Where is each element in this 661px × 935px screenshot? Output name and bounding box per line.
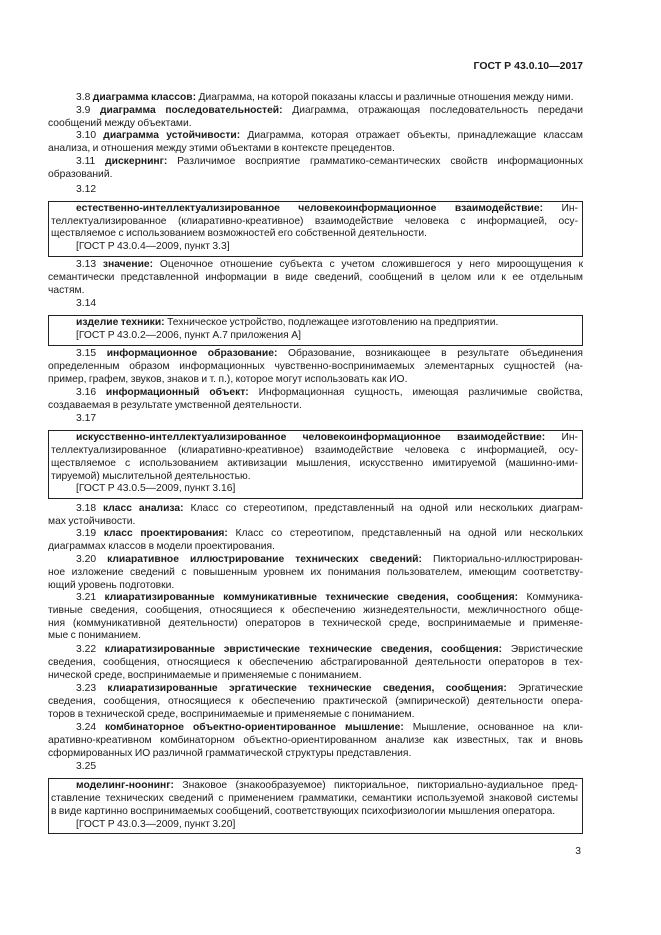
definition-line: ния (коммуникативной деятельности) операторов в технической среде, воспринимаемые и применяе-	[48, 617, 583, 629]
entry-number: 3.13	[76, 259, 97, 270]
source-reference: [ГОСТ Р 43.0.4—2009, пункт 3.3]	[76, 241, 230, 252]
definition-line: диаграммах классов в модели проектирования.	[48, 540, 275, 552]
first-line	[48, 130, 583, 143]
definition-line: сформированных ИО различной грамматической структуры представления.	[48, 747, 412, 759]
entry-number: 3.22	[76, 644, 97, 655]
first-line	[48, 592, 583, 605]
first-line	[48, 387, 583, 400]
definition-box	[48, 778, 583, 834]
entry-number: 3.9	[76, 105, 91, 116]
source-reference: [ГОСТ Р 43.0.5—2009, пункт 3.16]	[76, 483, 236, 495]
definition-line: сообщений между объектами.	[48, 117, 192, 129]
definition-line: ющий уровень подготовки.	[48, 579, 175, 591]
source-reference: [ГОСТ Р 43.0.3—2009, пункт 3.20]	[76, 818, 236, 830]
definition-box	[48, 430, 583, 499]
definition-line: тивные сведения, сообщения, относящиеся к обеспечению жизнедеятельности, межличностного обще-	[48, 604, 583, 616]
term-entry	[48, 644, 583, 682]
definition-line: ществляемое с использованием возможностей его собственной деятельности.	[51, 228, 427, 240]
first-line	[51, 317, 578, 330]
definition-line: теллектуализированное (клиаративно-креативное) взаимодействие человека с информацией, осу-	[51, 445, 578, 456]
definition-line: пример, графем, звуков, знаков и т. п.), которое могут использовать как ИО.	[48, 373, 408, 385]
definition-line: ное изложение сведений с повышенным уровнем их понимания пользователем, имеющим соответству-	[48, 566, 583, 578]
definition-text: Мышление, основанное на кли-	[412, 722, 583, 733]
definition-text: Ин-	[561, 202, 578, 214]
entry-number: 3.12	[76, 183, 97, 195]
definition-line: в виде картинно воспринимаемых сообщений, соответствующих психофизиологии мышления оператора.	[51, 805, 556, 817]
term-entry	[48, 554, 583, 592]
definition-text: Диаграмма, отражающая последовательность передачи	[292, 105, 584, 116]
term-name: класс анализа:	[102, 503, 184, 514]
definition-line: определенным образом информационных чувственно-воспринимаемых элементарных сущностей (на-	[48, 360, 583, 372]
definition-text: Оценочное отношение субъекта с учетом сложившегося у него мироощущения к	[159, 259, 583, 270]
definition-line: торов в технической среде, воспринимаемые и применяемые с пониманием.	[48, 708, 415, 720]
entry-number: 3.17	[76, 413, 97, 424]
first-line	[48, 644, 583, 657]
entry-number: 3.20	[76, 554, 97, 565]
term-name: диаграмма последовательностей:	[99, 105, 283, 116]
term-name: клиаратизированные эргатические технические сведения, сообщения:	[107, 683, 507, 694]
term-name: комбинаторное объектно-ориентированное мышление:	[105, 722, 404, 733]
first-line	[48, 683, 583, 696]
term-entry	[48, 413, 583, 499]
definition-text: Информационная сущность, имеющая различимые свойства,	[258, 387, 583, 398]
first-line	[48, 156, 583, 169]
entry-number: 3.8	[76, 92, 91, 103]
first-line	[48, 722, 583, 735]
definition-text: Эргатические	[518, 683, 583, 694]
definition-text: Класс со стереотипом, представленный на одной или нескольких	[235, 528, 583, 539]
first-line	[48, 503, 583, 516]
term-entry	[48, 298, 583, 346]
definition-box	[48, 201, 583, 257]
term-name: изделие техники:	[76, 317, 165, 329]
term-name: моделинг-ноонинг:	[76, 780, 174, 792]
term-name: естественно-интеллектуализированное человекоинформационное взаимодействие:	[76, 202, 544, 214]
term-name: информационный объект:	[105, 387, 249, 398]
definition-box	[48, 315, 583, 346]
definition-text: Коммуника-	[526, 592, 583, 603]
entry-number: 3.23	[76, 683, 97, 694]
first-line	[48, 259, 583, 272]
entry-number: 3.18	[76, 503, 97, 514]
definition-line: ставление технических сведений с применением грамматики, семантики используемой знаковой системы	[51, 793, 578, 804]
term-name: дискернинг:	[105, 156, 168, 167]
entry-number: 3.24	[76, 722, 97, 733]
term-entry	[48, 105, 583, 131]
definition-line: тируемой) мыслительной деятельностью.	[51, 470, 251, 482]
definition-text: Знаковое (знакообразуемое) пикториальное, пикториально-аудиальное пред-	[182, 780, 578, 792]
entry-number: 3.11	[76, 156, 96, 167]
definition-line: мые с пониманием.	[48, 630, 141, 642]
term-entry	[48, 184, 583, 257]
document-code-header: ГОСТ Р 43.0.10—2017	[473, 60, 583, 72]
term-name: значение:	[102, 259, 154, 270]
first-line	[51, 203, 578, 216]
page-number: 3	[575, 846, 581, 857]
term-entry	[48, 130, 583, 156]
term-entry	[48, 348, 583, 386]
definition-text: Диаграмма, на которой показаны классы и различные отношения между ними.	[198, 92, 574, 103]
definition-line: создаваемая в результате умственной деятельности.	[48, 399, 302, 411]
definition-text: Образование, возникающее в результате объединения	[288, 348, 583, 359]
definition-text: Пикториально-иллюстрирован-	[432, 554, 583, 565]
term-name: клиаратизированные коммуникативные технические сведения, сообщения:	[104, 592, 519, 603]
definition-text: Различимое восприятие грамматико-семантических свойств информационных	[177, 156, 583, 167]
first-line	[51, 432, 578, 445]
definition-line: ществляемое с использованием активизации мышления, искусственно имитируемой (машинно-ими-	[51, 457, 578, 469]
term-name: диаграмма классов:	[92, 92, 197, 103]
first-line	[48, 105, 583, 118]
term-entry	[48, 761, 583, 834]
term-entry	[48, 503, 583, 529]
definition-text: Диаграмма, которая отражает объекты, принадлежащие классам	[247, 130, 583, 141]
definition-text: Класс со стереотипом, представленный на одной или нескольких диаграм-	[190, 503, 584, 514]
definition-line: сведения, сообщения, относящиеся к обеспечению практической (эмпирической) деятельности опера-	[48, 695, 583, 707]
term-name: искусственно-интеллектуализированное человекоинформационное взаимодействие:	[76, 432, 546, 444]
definition-line: мах устойчивости.	[48, 515, 136, 527]
term-name: информационное образование:	[106, 348, 278, 359]
term-entry	[48, 156, 583, 182]
first-line	[48, 348, 583, 361]
entry-number: 3.10	[76, 130, 97, 141]
definition-line: нической среде, воспринимаемые и применяемые с пониманием.	[48, 669, 362, 681]
definition-line: анализа, и отношения между этими объектами в контексте прецедентов.	[48, 142, 395, 154]
term-name: класс проектирования:	[103, 528, 228, 539]
definition-text: Техническое устройство, подлежащее изготовлению на предприятии.	[167, 317, 499, 329]
term-entry	[48, 683, 583, 721]
first-line	[48, 528, 583, 541]
definition-text: Ин-	[561, 432, 578, 444]
term-entry	[48, 592, 583, 643]
first-line	[48, 554, 583, 567]
entry-number: 3.19	[76, 528, 97, 539]
term-entry	[48, 722, 583, 760]
definition-line: сведения, сообщения, относящиеся к обеспечению абстрагированной деятельности операторов в тех-	[48, 656, 583, 668]
entry-number: 3.21	[76, 592, 97, 603]
definition-line: теллектуализированное (клиаративно-креативное) взаимодействие человека с информацией, осу-	[51, 215, 578, 227]
first-line	[48, 92, 583, 105]
entry-number: 3.15	[76, 348, 97, 359]
term-entry	[48, 92, 583, 105]
term-entry	[48, 387, 583, 413]
term-name: диаграмма устойчивости:	[103, 130, 241, 141]
term-entry	[48, 528, 583, 554]
entry-number: 3.16	[76, 387, 97, 398]
definition-line: семантически представленной информации в виде сведений, сообщений в целом или к ее отдельным	[48, 271, 583, 283]
source-reference: [ГОСТ Р 43.0.2—2006, пункт А.7 приложения А]	[76, 330, 301, 341]
term-name: клиаративное иллюстрирование технических сведений:	[107, 554, 422, 565]
definition-line: образований.	[48, 168, 113, 180]
entry-number: 3.25	[76, 761, 97, 772]
definition-line: аративно-креативном комбинаторном объектно-ориентированном анализе как известных, так и вновь	[48, 734, 583, 746]
term-entry	[48, 259, 583, 297]
definition-text: Эвристические	[510, 644, 583, 655]
term-name: клиаратизированные эвристические технические сведения, сообщения:	[104, 644, 503, 655]
first-line	[51, 780, 578, 793]
entry-number: 3.14	[76, 298, 97, 309]
definition-line: частям.	[48, 284, 85, 296]
